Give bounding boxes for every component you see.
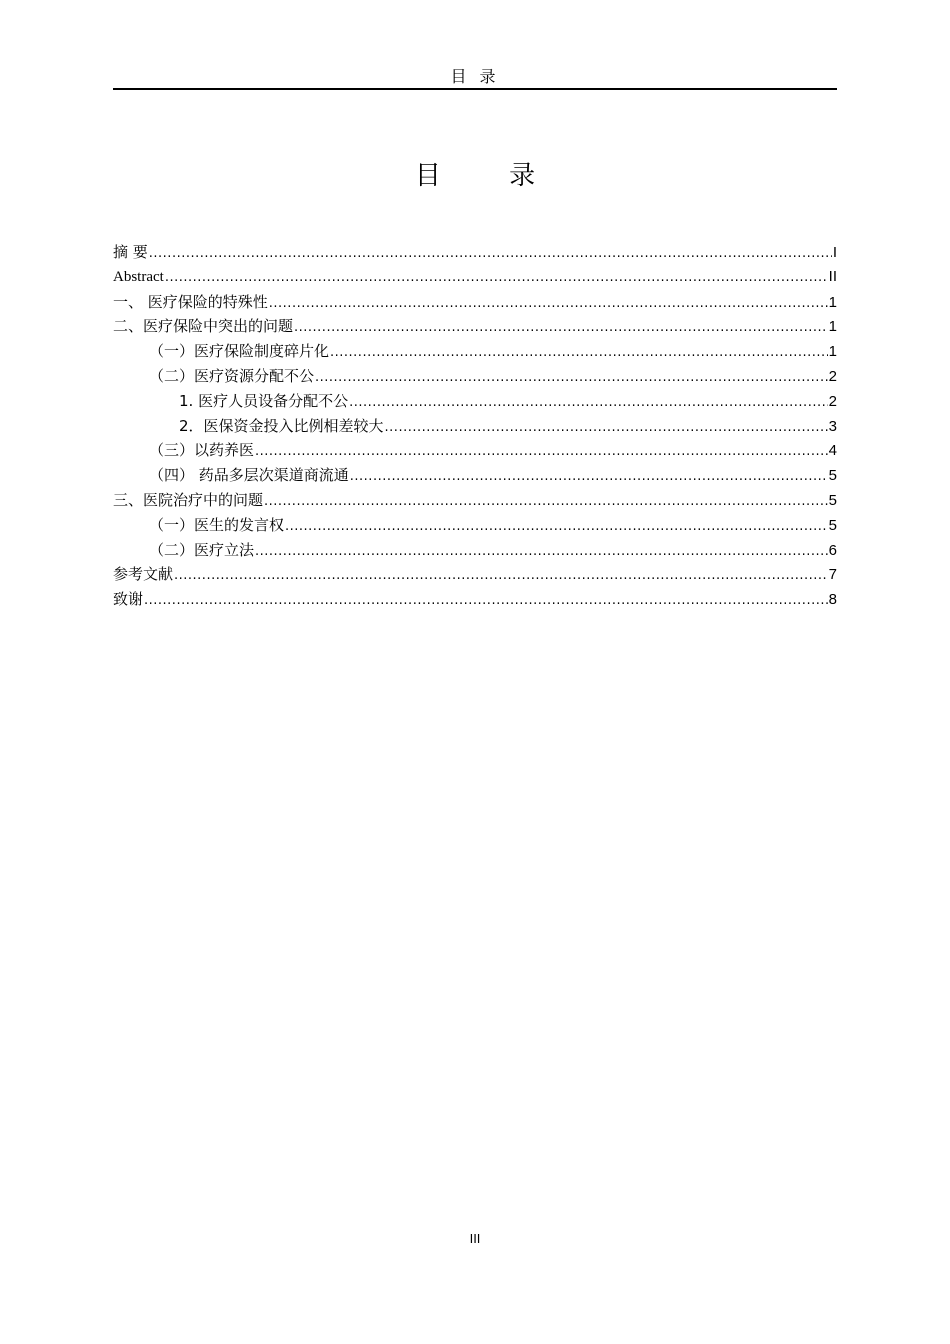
toc-entry-chapter-2[interactable] [113,314,837,339]
toc-entry-section-2-2[interactable] [113,364,837,389]
toc-dot-leader [315,366,828,391]
toc-entry-label: 致谢 [113,590,144,609]
page-number: III [469,1231,481,1246]
toc-entry-label: 二、医疗保险中突出的问题 [113,317,294,336]
toc-entry-acknowledgements[interactable] [113,587,837,612]
toc-entry-section-2-4[interactable] [113,463,837,488]
toc-entry-page: 3 [828,417,837,435]
toc-dot-leader [350,465,828,490]
toc-dot-leader [149,242,832,267]
toc-entry-page: 2 [828,392,837,410]
toc-entry-label: （二）医疗资源分配不公 [149,366,315,385]
toc-entry-references[interactable] [113,562,837,587]
toc-entry-subsection-2-2-2[interactable] [113,414,837,439]
toc-entry-page: 7 [828,566,837,584]
toc-entry-abstract-en[interactable] [113,265,837,290]
toc-entry-page: 5 [828,491,837,509]
toc-entry-section-2-3[interactable] [113,438,837,463]
toc-dot-leader [255,540,828,565]
toc-entry-page: 5 [828,467,837,485]
toc-entry-label: Abstract [113,268,164,285]
toc-entry-page: 1 [828,343,837,361]
toc-entry-abstract-cn[interactable] [113,240,837,265]
toc-entry-section-3-2[interactable] [113,538,837,563]
toc-entry-page: 6 [828,541,837,559]
toc-entry-label: 一、 医疗保险的特殊性 [113,292,268,311]
toc-dot-leader [385,416,828,441]
toc-entry-label: （三）以药养医 [149,441,255,460]
toc-entry-label: 2．医保资金投入比例相差较大 [179,416,384,435]
toc-entry-page: 5 [828,516,837,534]
toc-dot-leader [255,440,828,465]
toc-entry-page: 2 [828,367,837,385]
toc-dot-leader [294,316,828,341]
toc-entry-chapter-1[interactable] [113,290,837,315]
toc-entry-page: II [828,267,837,285]
toc-entry-label: （二）医疗立法 [149,540,255,559]
toc-entry-label: （四） 药品多层次渠道商流通 [149,466,349,485]
toc-dot-leader [330,341,828,366]
toc-entry-label: 参考文献 [113,565,174,584]
toc-entry-subsection-2-2-1[interactable] [113,389,837,414]
toc-entry-page: 1 [828,318,837,336]
toc-dot-leader [174,564,828,589]
toc-entry-label: 1. 医疗人员设备分配不公 [179,391,349,410]
page-title: 目 录 [414,161,566,191]
toc-entry-page: 8 [828,591,837,609]
running-header: 目 录 [113,66,837,90]
toc-entry-label: 三、医院治疗中的问题 [113,490,264,509]
toc-entry-label: （一）医生的发言权 [149,515,285,534]
toc-entry-page: 4 [828,442,837,460]
toc-dot-leader [269,292,828,317]
toc-entry-page: 1 [828,293,837,311]
toc-entry-section-2-1[interactable] [113,339,837,364]
toc-entry-label: 摘 要 [113,243,148,261]
toc-dot-leader [285,515,828,540]
toc-dot-leader [165,266,828,291]
table-of-contents [113,240,837,612]
toc-dot-leader [264,490,828,515]
toc-entry-label: （一）医疗保险制度碎片化 [149,342,330,361]
toc-dot-leader [144,589,828,614]
toc-entry-page: I [832,244,837,261]
toc-entry-chapter-3[interactable] [113,488,837,513]
toc-dot-leader [349,391,828,416]
toc-entry-section-3-1[interactable] [113,513,837,538]
